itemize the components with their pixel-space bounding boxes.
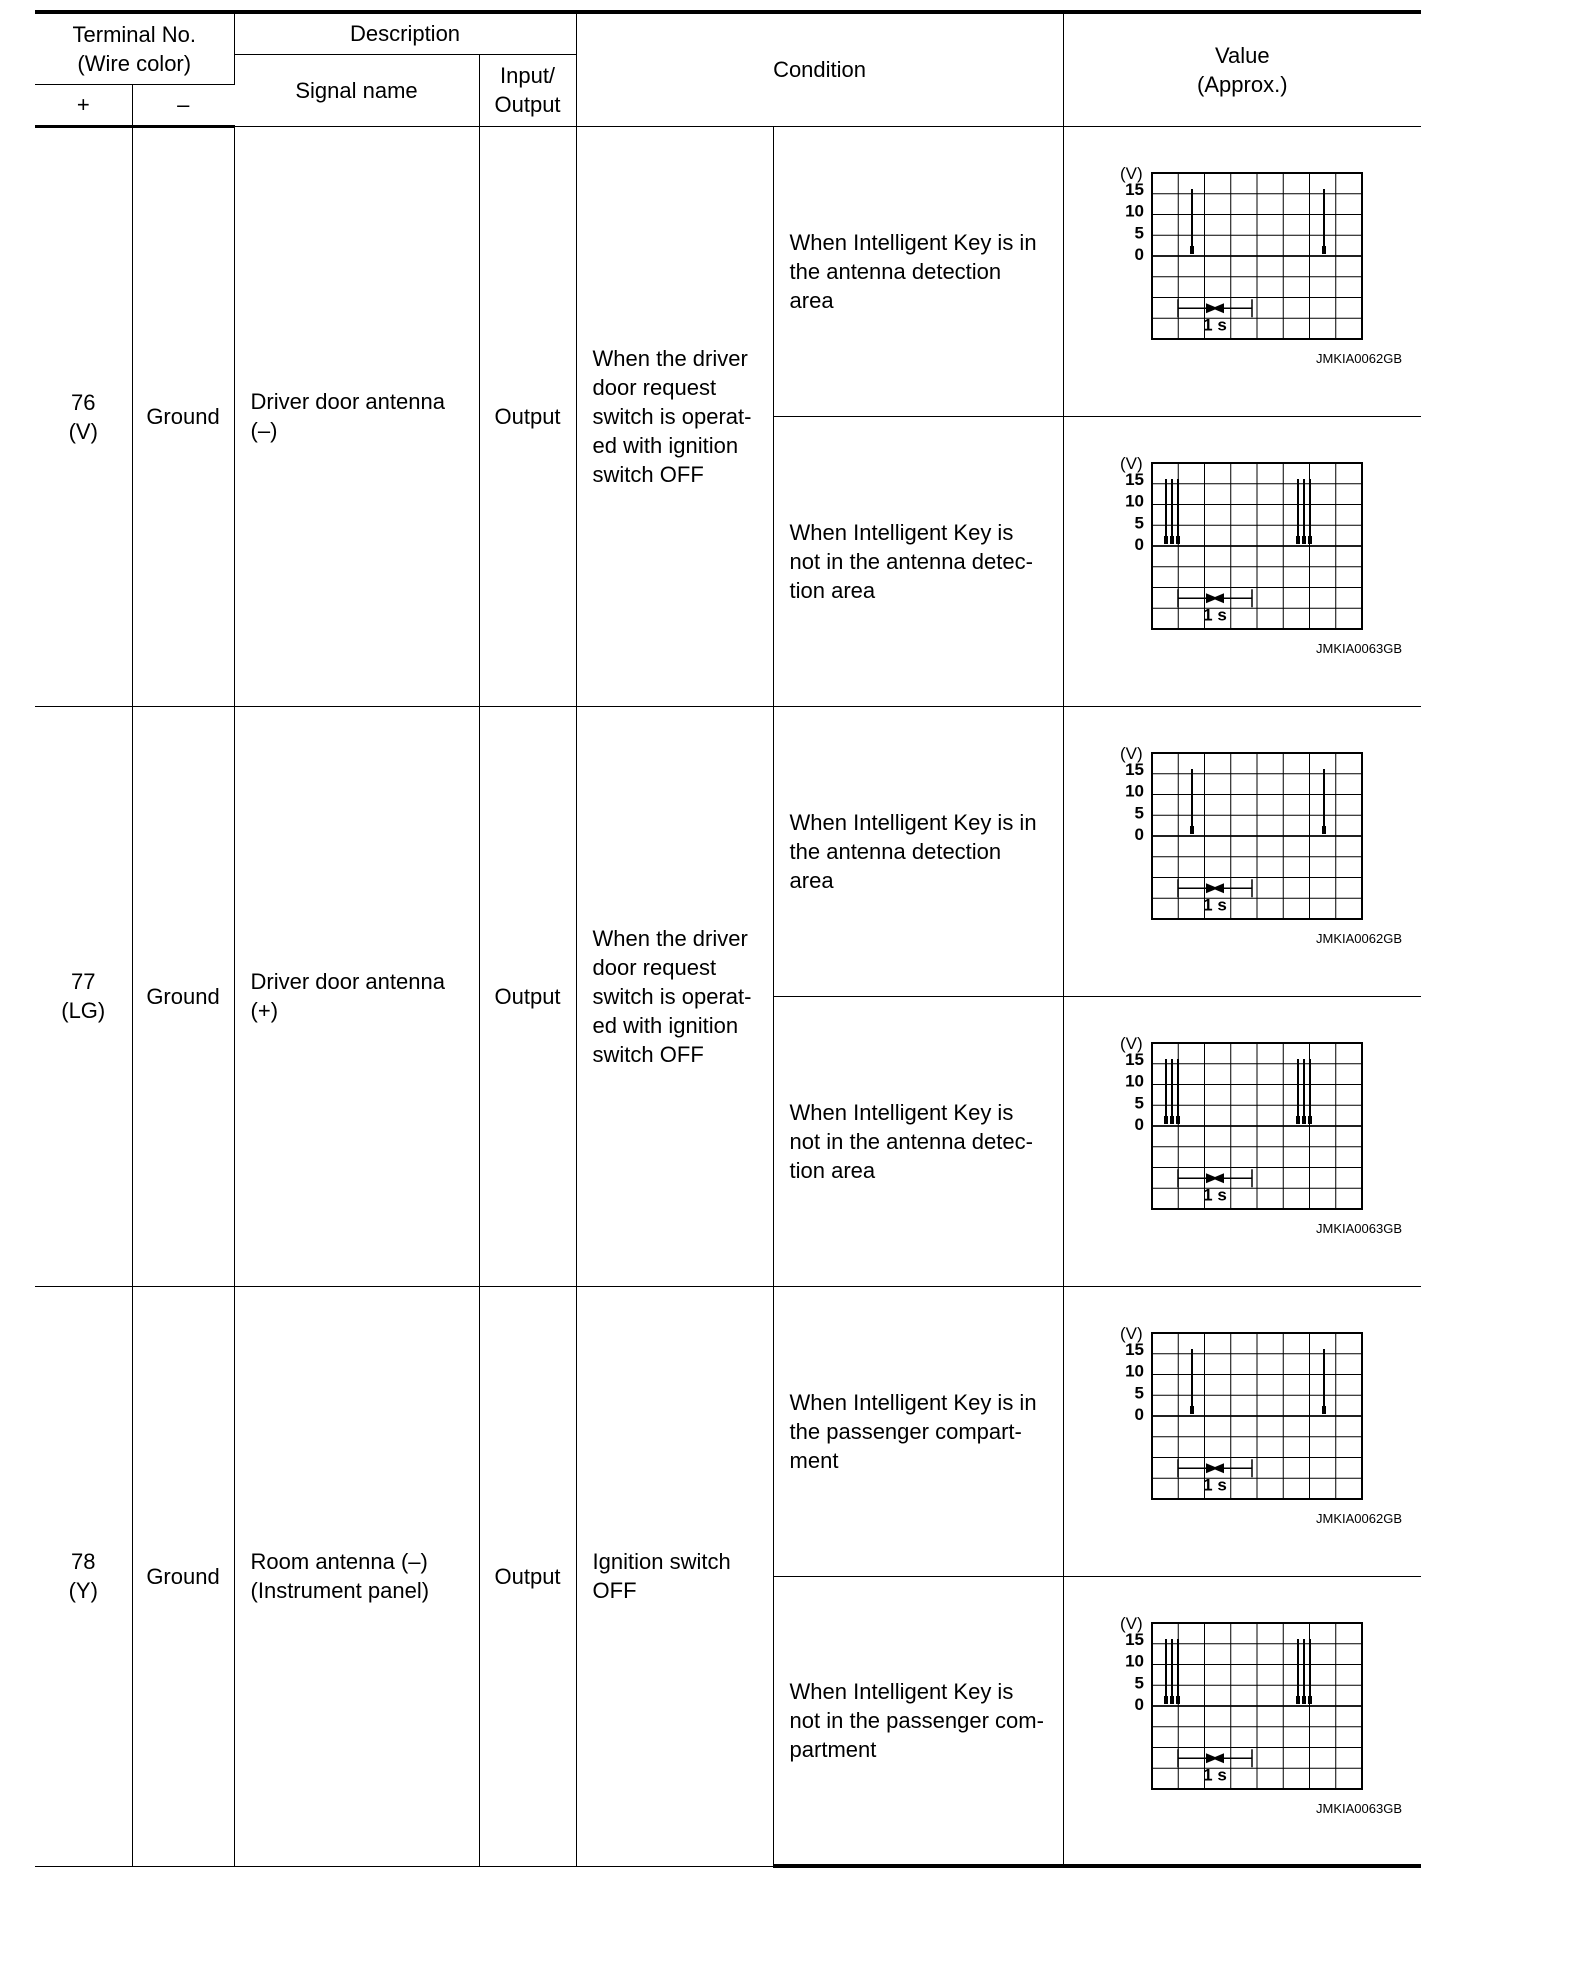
pulse-base (1170, 1696, 1174, 1704)
waveform-cell (1063, 1286, 1421, 1576)
y-tick-label: 10 (1125, 491, 1145, 511)
span-arrow-left (1212, 883, 1224, 893)
y-tick-label: 10 (1125, 1651, 1145, 1671)
waveform-cell (1063, 996, 1421, 1286)
header-minus: – (132, 84, 234, 126)
header-description: Description (234, 12, 576, 54)
y-tick-label: 10 (1125, 781, 1145, 801)
time-span-label: 1 s (1203, 1764, 1228, 1784)
y-tick-label: 15 (1125, 1049, 1145, 1069)
pulse-base (1176, 1116, 1180, 1124)
y-tick-label: 5 (1134, 802, 1145, 822)
pulse-base (1164, 536, 1168, 544)
signal-name: Room antenna (–) (Instrument panel) (234, 1286, 479, 1866)
waveform-chart (1077, 1577, 1407, 1817)
pulse-base (1322, 1406, 1326, 1414)
header-wire-color-text: (Wire color) (77, 50, 192, 76)
figure-code: JMKIA0063GB (1316, 1220, 1403, 1236)
terminal-spec-table (35, 10, 1421, 1868)
pulse-base (1296, 536, 1300, 544)
pulse-base (1170, 536, 1174, 544)
figure-code: JMKIA0062GB (1316, 1510, 1403, 1526)
condition-sub: When Intelligent Key is not in the antenna detec- tion area (773, 416, 1063, 706)
y-tick-label: 5 (1134, 222, 1145, 242)
y-unit-label: (V) (1120, 743, 1143, 763)
span-arrow-left (1212, 1753, 1224, 1763)
time-span-label: 1 s (1203, 1474, 1228, 1494)
y-unit-label: (V) (1120, 1613, 1143, 1633)
condition-main: Ignition switch OFF (576, 1286, 773, 1866)
figure-code: JMKIA0063GB (1316, 640, 1403, 656)
input-output: Output (479, 706, 576, 1286)
condition-sub: When Intelligent Key is in the passenger compart- ment (773, 1286, 1063, 1576)
y-tick-label: 5 (1134, 1672, 1145, 1692)
y-tick-label: 5 (1134, 1092, 1145, 1112)
waveform-cell (1063, 1576, 1421, 1866)
signal-name: Driver door antenna (+) (234, 706, 479, 1286)
y-tick-label: 15 (1125, 179, 1145, 199)
header-terminal-no (35, 12, 234, 84)
y-tick-label: 15 (1125, 469, 1145, 489)
time-span-label: 1 s (1203, 604, 1228, 624)
terminal-number: 77 (LG) (35, 706, 132, 1286)
condition-sub: When Intelligent Key is not in the passenger com- partment (773, 1576, 1063, 1866)
pulse-base (1322, 246, 1326, 254)
pulse-base (1164, 1116, 1168, 1124)
pulse-base (1190, 826, 1194, 834)
y-tick-label: 0 (1134, 1404, 1145, 1424)
figure-code: JMKIA0062GB (1316, 930, 1403, 946)
condition-main: When the driver door request switch is operat- ed with ignition switch OFF (576, 706, 773, 1286)
waveform-chart (1077, 997, 1407, 1237)
ground-terminal: Ground (132, 126, 234, 706)
pulse-base (1296, 1116, 1300, 1124)
waveform-cell (1063, 416, 1421, 706)
waveform-chart (1077, 127, 1407, 367)
y-tick-label: 10 (1125, 201, 1145, 221)
terminal-number: 78 (Y) (35, 1286, 132, 1866)
pulse-base (1302, 536, 1306, 544)
waveform-chart (1077, 1287, 1407, 1527)
waveform-chart (1077, 707, 1407, 947)
header-input-output: Input/ Output (479, 54, 576, 126)
pulse-base (1170, 1116, 1174, 1124)
ground-terminal: Ground (132, 706, 234, 1286)
pulse-base (1308, 1696, 1312, 1704)
y-tick-label: 15 (1125, 759, 1145, 779)
time-span-label: 1 s (1203, 314, 1228, 334)
y-unit-label: (V) (1120, 163, 1143, 183)
signal-name: Driver door antenna (–) (234, 126, 479, 706)
y-unit-label: (V) (1120, 1033, 1143, 1053)
input-output: Output (479, 1286, 576, 1866)
input-output: Output (479, 126, 576, 706)
span-arrow-left (1212, 593, 1224, 603)
condition-sub: When Intelligent Key is in the antenna detection area (773, 706, 1063, 996)
y-tick-label: 0 (1134, 1694, 1145, 1714)
pulse-base (1308, 1116, 1312, 1124)
span-arrow-left (1212, 303, 1224, 313)
figure-code: JMKIA0063GB (1316, 1800, 1403, 1816)
figure-code: JMKIA0062GB (1316, 350, 1403, 366)
span-arrow-left (1212, 1173, 1224, 1183)
y-tick-label: 0 (1134, 1114, 1145, 1134)
pulse-base (1308, 536, 1312, 544)
y-unit-label: (V) (1120, 453, 1143, 473)
y-tick-label: 0 (1134, 244, 1145, 264)
pulse-base (1296, 1696, 1300, 1704)
pulse-base (1190, 1406, 1194, 1414)
y-tick-label: 5 (1134, 512, 1145, 532)
pulse-base (1302, 1696, 1306, 1704)
time-span-label: 1 s (1203, 1184, 1228, 1204)
header-plus: + (35, 84, 132, 126)
pulse-base (1176, 1696, 1180, 1704)
pulse-base (1164, 1696, 1168, 1704)
header-condition: Condition (576, 12, 1063, 126)
y-tick-label: 0 (1134, 824, 1145, 844)
header-terminal-no-text: Terminal No. (72, 21, 196, 47)
waveform-cell (1063, 126, 1421, 416)
y-tick-label: 15 (1125, 1629, 1145, 1649)
pulse-base (1302, 1116, 1306, 1124)
y-unit-label: (V) (1120, 1323, 1143, 1343)
terminal-number: 76 (V) (35, 126, 132, 706)
ground-terminal: Ground (132, 1286, 234, 1866)
waveform-cell (1063, 706, 1421, 996)
y-tick-label: 10 (1125, 1071, 1145, 1091)
pulse-base (1322, 826, 1326, 834)
header-signal-name: Signal name (234, 54, 479, 126)
y-tick-label: 0 (1134, 534, 1145, 554)
waveform-chart (1077, 417, 1407, 657)
pulse-base (1190, 246, 1194, 254)
condition-sub: When Intelligent Key is in the antenna detection area (773, 126, 1063, 416)
span-arrow-left (1212, 1463, 1224, 1473)
y-tick-label: 15 (1125, 1339, 1145, 1359)
condition-main: When the driver door request switch is operat- ed with ignition switch OFF (576, 126, 773, 706)
time-span-label: 1 s (1203, 894, 1228, 914)
header-value: Value (Approx.) (1063, 12, 1421, 126)
condition-sub: When Intelligent Key is not in the antenna detec- tion area (773, 996, 1063, 1286)
y-tick-label: 10 (1125, 1361, 1145, 1381)
pulse-base (1176, 536, 1180, 544)
y-tick-label: 5 (1134, 1382, 1145, 1402)
